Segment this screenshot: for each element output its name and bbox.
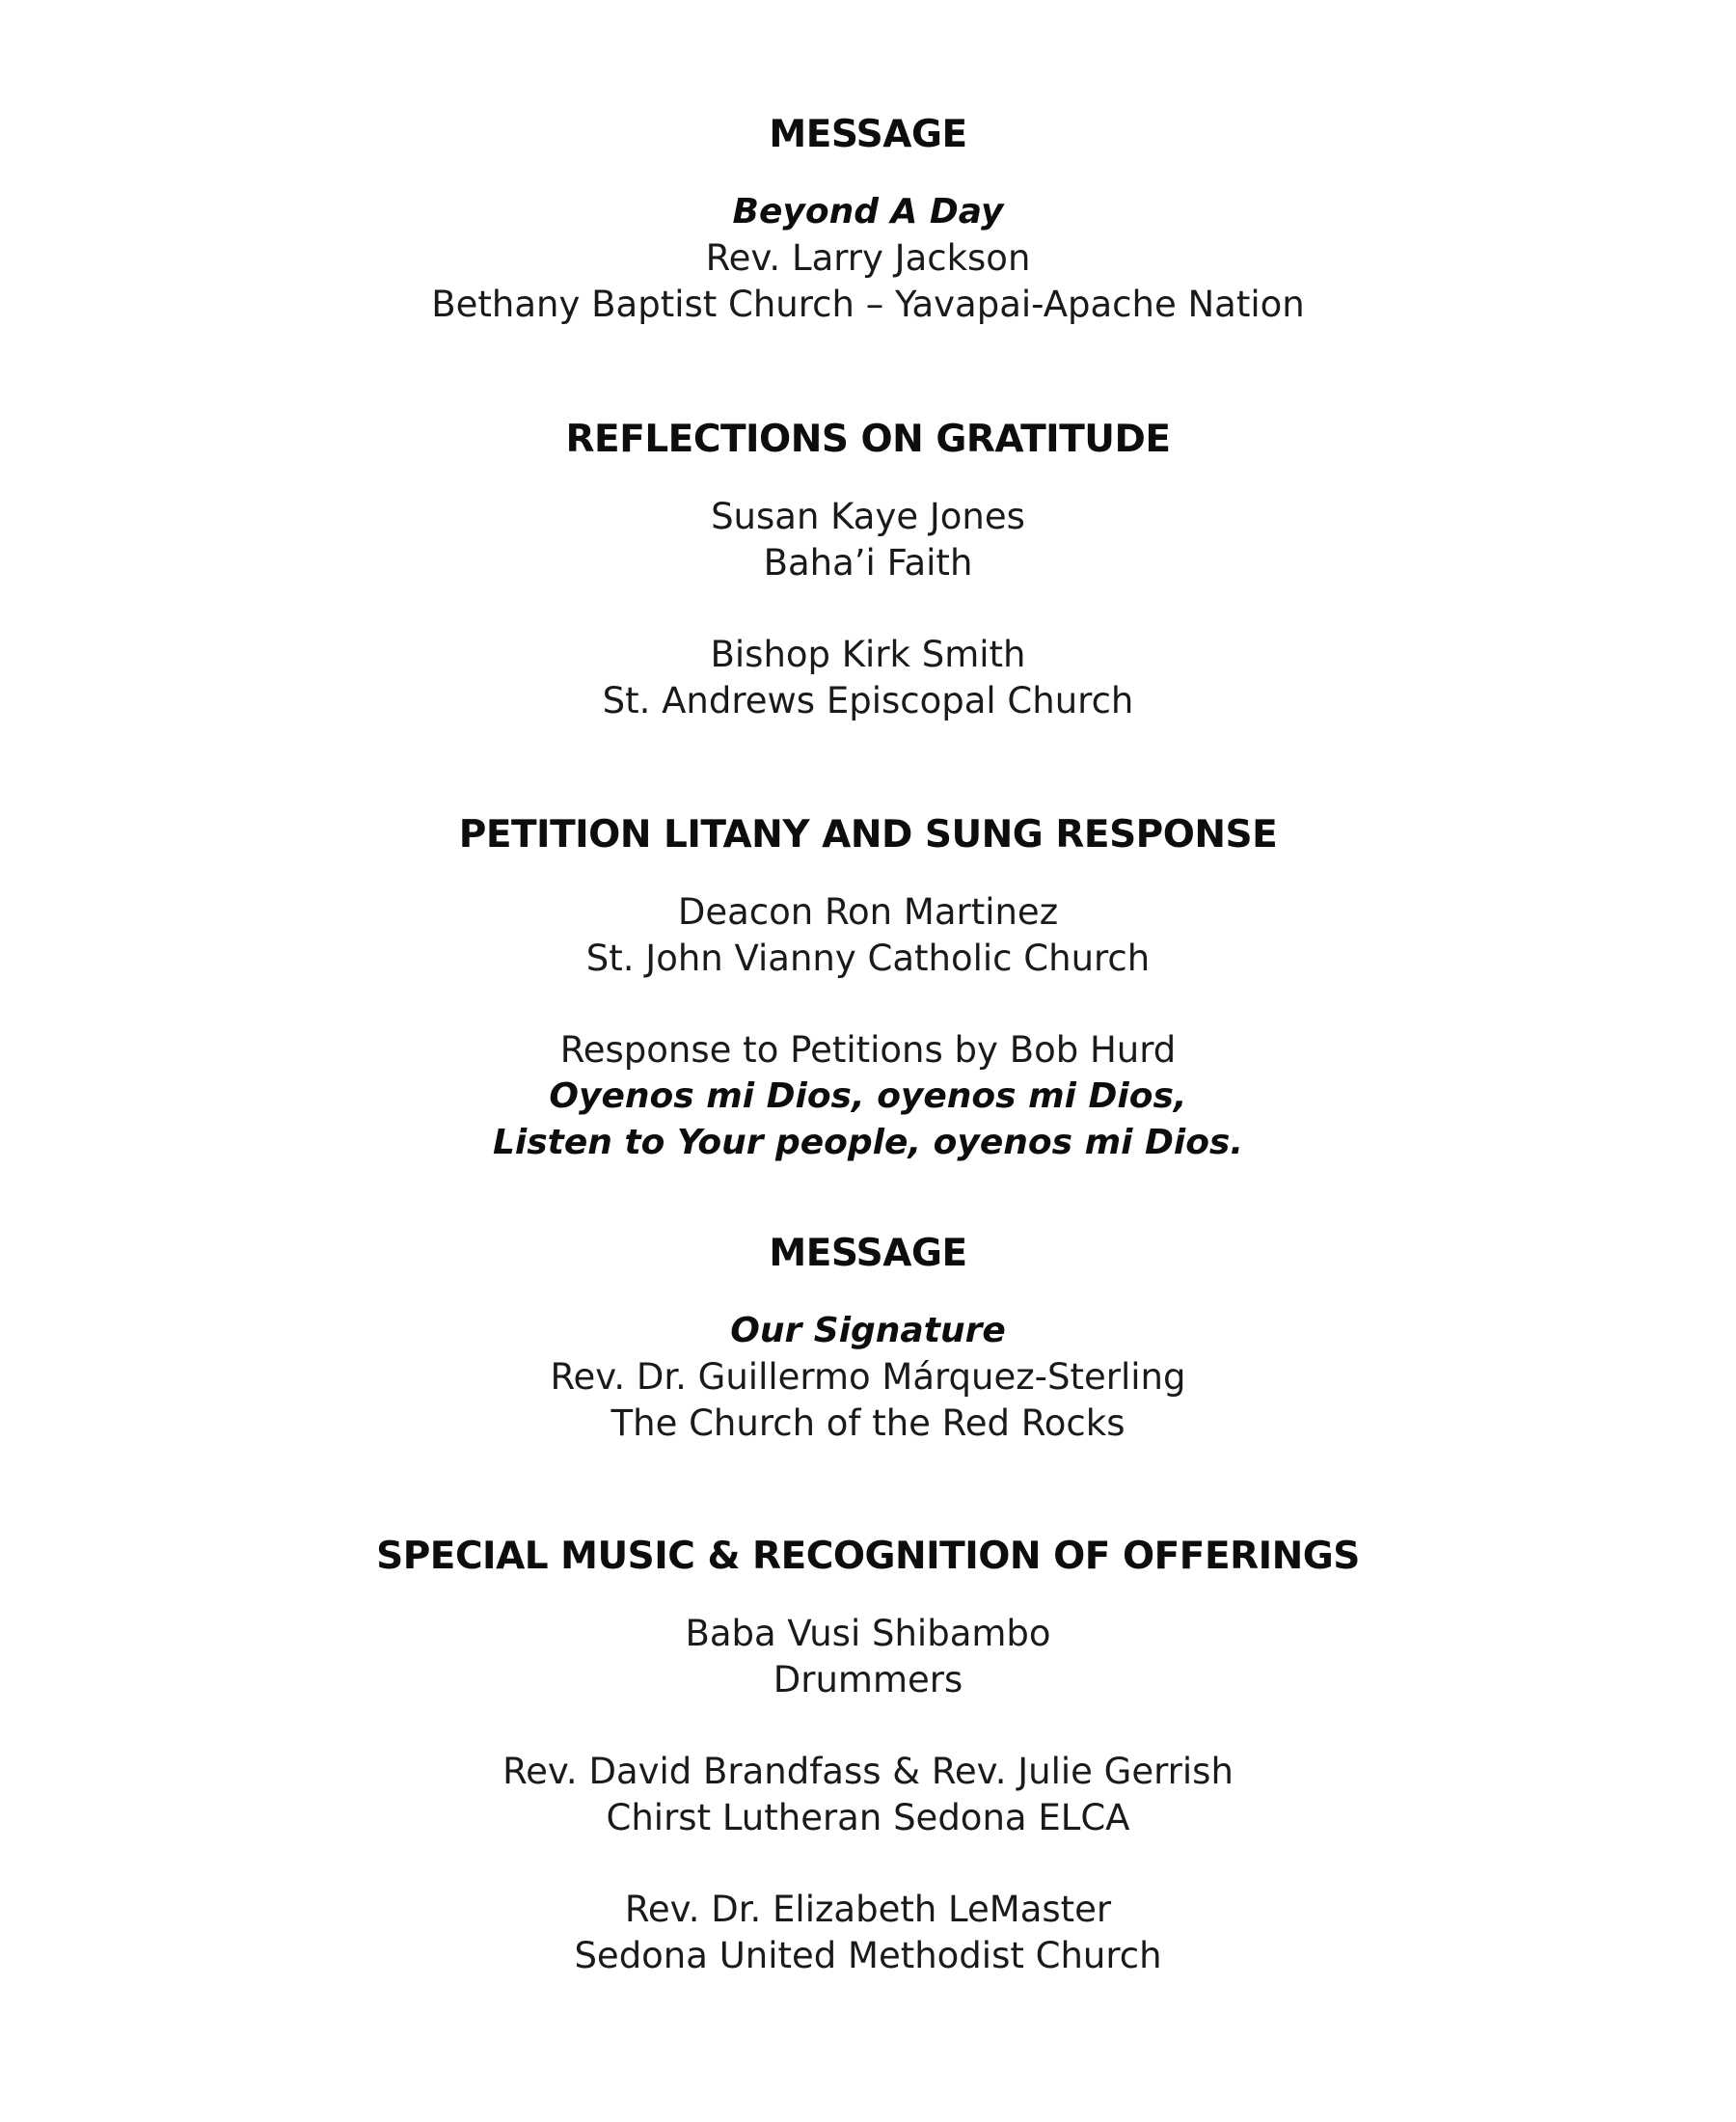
section-reflections bbox=[0, 417, 1736, 463]
speaker-name: Deacon Ron Martinez bbox=[677, 891, 1059, 933]
section-heading: MESSAGE bbox=[769, 113, 967, 156]
section-message-1 bbox=[0, 112, 1736, 158]
section-message-2-body bbox=[0, 1308, 1736, 1447]
speaker-affiliation: St. Andrews Episcopal Church bbox=[602, 680, 1134, 721]
speaker-affiliation: Sedona United Methodist Church bbox=[574, 1935, 1162, 1976]
section-petition bbox=[0, 812, 1736, 858]
petition-response bbox=[0, 1027, 1736, 1166]
speaker-affiliation: Chirst Lutheran Sedona ELCA bbox=[606, 1797, 1130, 1838]
speaker-affiliation: The Church of the Red Rocks bbox=[610, 1402, 1126, 1444]
response-lyric: Oyenos mi Dios, oyenos mi Dios, bbox=[549, 1076, 1187, 1116]
speaker-name: Rev. David Brandfass & Rev. Julie Gerrish bbox=[502, 1751, 1234, 1792]
music-group-2 bbox=[0, 1749, 1736, 1841]
music-group-1 bbox=[0, 1611, 1736, 1703]
petition-group-1 bbox=[0, 889, 1736, 982]
message-title: Beyond A Day bbox=[732, 192, 1004, 231]
response-intro: Response to Petitions by Bob Hurd bbox=[559, 1029, 1177, 1071]
section-message-2 bbox=[0, 1231, 1736, 1277]
reflections-group-2 bbox=[0, 632, 1736, 724]
music-group-3 bbox=[0, 1887, 1736, 1979]
section-message-1-body bbox=[0, 189, 1736, 328]
speaker-name: Rev. Dr. Guillermo Márquez-Sterling bbox=[550, 1356, 1186, 1398]
section-heading: SPECIAL MUSIC & RECOGNITION OF OFFERINGS bbox=[376, 1535, 1360, 1578]
speaker-name: Rev. Dr. Elizabeth LeMaster bbox=[624, 1889, 1112, 1930]
section-heading: REFLECTIONS ON GRATITUDE bbox=[565, 418, 1171, 461]
message-title: Our Signature bbox=[730, 1311, 1006, 1350]
speaker-name: Bishop Kirk Smith bbox=[710, 634, 1026, 675]
speaker-name: Rev. Larry Jackson bbox=[705, 237, 1031, 279]
speaker-name: Susan Kaye Jones bbox=[711, 496, 1025, 537]
section-heading: PETITION LITANY AND SUNG RESPONSE bbox=[458, 813, 1278, 857]
section-special-music bbox=[0, 1534, 1736, 1580]
speaker-affiliation: Bethany Baptist Church – Yavapai-Apache Nation bbox=[431, 284, 1305, 325]
speaker-name: Baba Vusi Shibambo bbox=[685, 1613, 1051, 1654]
speaker-affiliation: St. John Vianny Catholic Church bbox=[585, 938, 1151, 979]
section-heading: MESSAGE bbox=[769, 1232, 967, 1275]
speaker-affiliation: Drummers bbox=[773, 1659, 963, 1700]
speaker-affiliation: Baha’i Faith bbox=[763, 542, 973, 584]
response-lyric: Listen to Your people, oyenos mi Dios. bbox=[492, 1123, 1244, 1162]
reflections-group-1 bbox=[0, 494, 1736, 586]
